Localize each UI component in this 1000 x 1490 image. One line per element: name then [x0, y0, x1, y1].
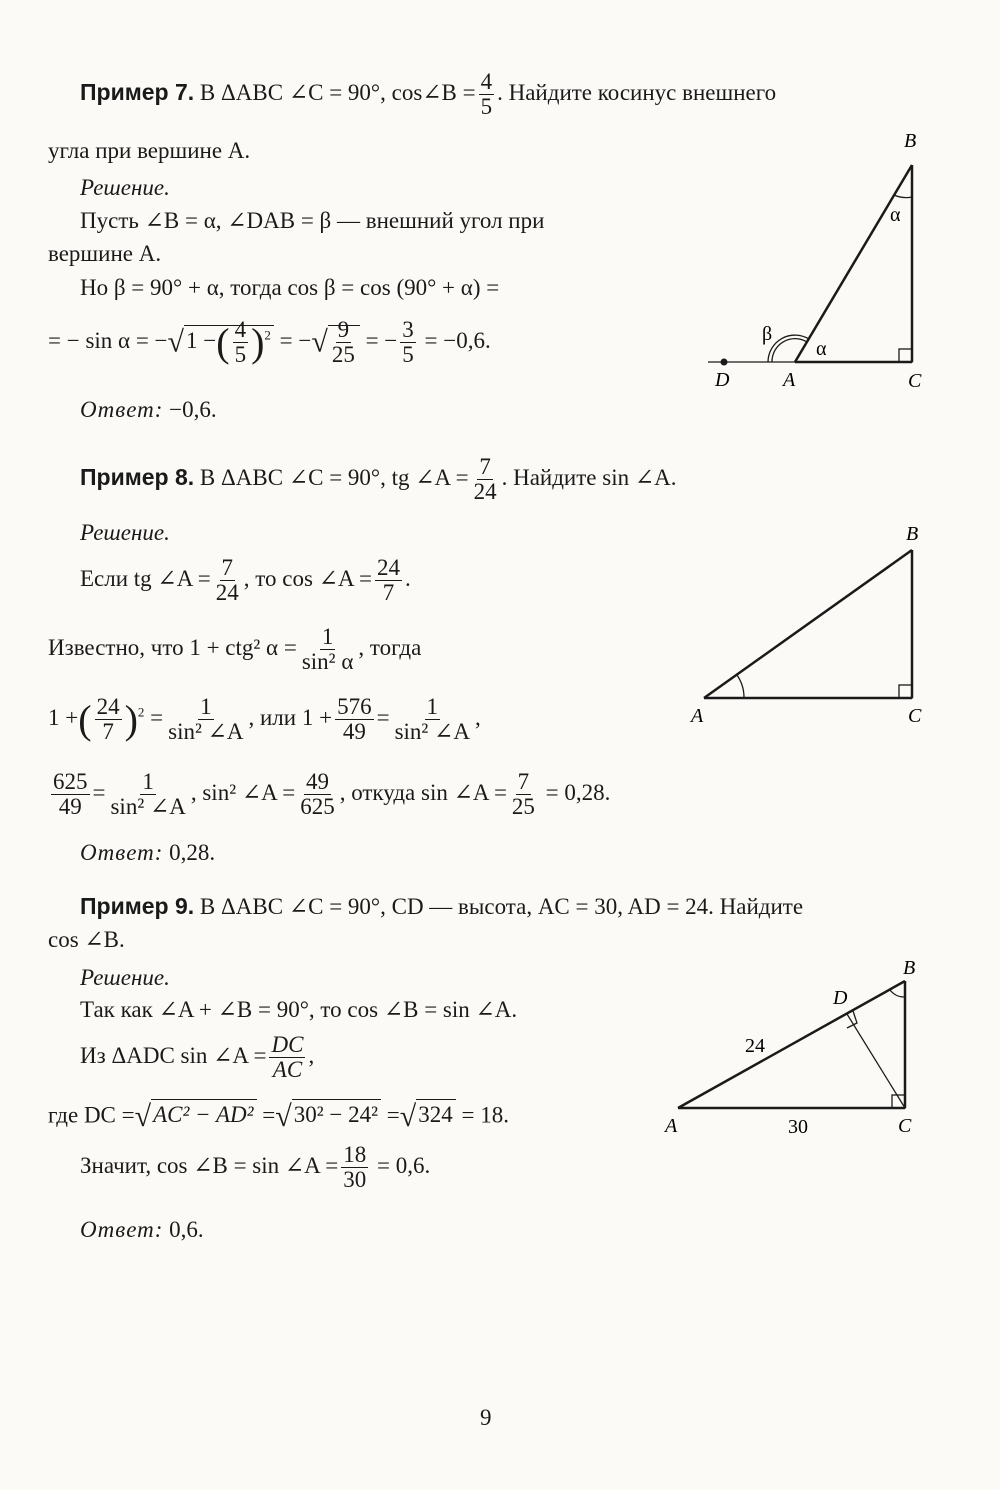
ex7-line1: Пусть ∠B = α, ∠DAB = β — внешний угол при	[80, 208, 545, 233]
ex9-answer: Ответ: 0,6.	[80, 1217, 204, 1242]
ex9-figure	[660, 955, 930, 1140]
ex8-line4: $\frac{625}{49}$ = $\frac{1}{\text{sin² ∠A}}$ , sin² ∠A = $\frac{49}{625}$ , откуда sin ∠A = $\frac{7}{25}$ = 0,28.	[53, 769, 611, 820]
ex7-cond-a: В ΔABC ∠C = 90°, cos∠B =	[199, 79, 476, 105]
ex8-title: Пример 8.	[80, 463, 195, 490]
ex7-label-alpha-bottom: α	[816, 338, 827, 360]
ex9-line2: Из ΔADC sin ∠A = $\frac{DC}{AC}$ ,	[80, 1032, 315, 1083]
ex7-label-a: A	[783, 369, 796, 391]
ex7-line3: Но β = 90° + α, тогда cos β = cos (90° + α) =	[80, 275, 500, 300]
ex8-condition: Пример 8. В ΔABC ∠C = 90°, tg ∠A = $\frac{7}{24}$ . Найдите sin ∠A.	[80, 454, 677, 505]
ex8-figure	[680, 518, 940, 730]
ex9-label-a: A	[665, 1115, 678, 1137]
ex9-label-ac: 30	[788, 1116, 808, 1138]
ex9-line3: где DC =√AC² − AD² =√30² − 24² =√324 = 18.	[48, 1100, 509, 1133]
ex7-label-d: D	[715, 369, 730, 391]
ex7-point-d-dot	[721, 359, 728, 366]
ex8-line2: Известно, что 1 + ctg² α = $\frac{1}{\text{sin² α}}$ , тогда	[48, 624, 422, 675]
ex7-cond-frac: $\frac{4}{5}$	[480, 69, 493, 120]
ex7-line4: = − sin α = −√1 −( $\frac{4}{5}$ )$^2$ = −√ $\frac{9}{25}$ = − $\frac{3}{5}$ = −0,6.	[48, 317, 491, 368]
ex7-solution-label: Решение.	[80, 175, 170, 200]
page-number: 9	[480, 1405, 492, 1430]
ex7-radical: 1 −( $\frac{4}{5}$ )$^2$	[184, 325, 274, 353]
ex7-answer: Ответ: −0,6.	[80, 397, 217, 422]
ex8-solution-label: Решение.	[80, 520, 170, 545]
ex7-label-b: B	[904, 130, 917, 152]
ex9-label-b: B	[903, 957, 916, 979]
ex7-cond-c: угла при вершине A.	[48, 138, 251, 163]
ex7-condition	[80, 70, 776, 119]
ex7-label-beta: β	[762, 323, 773, 345]
ex9-cond-b: cos ∠B.	[48, 927, 125, 952]
ex7-label-alpha-top: α	[890, 204, 901, 226]
ex7-line2: вершине A.	[48, 241, 162, 266]
ex7-figure	[700, 125, 940, 400]
ex8-label-c: C	[908, 705, 922, 727]
ex9-condition: Пример 9. В ΔABC ∠C = 90°, CD — высота, AC = 30, AD = 24. Найдите	[80, 893, 804, 919]
ex9-line1: Так как ∠A + ∠B = 90°, то cos ∠B = sin ∠A.	[80, 997, 518, 1022]
ex8-line3: 1 +( $\frac{24}{7}$ )$^2$ = $\frac{1}{\text{sin² ∠A}}$ , или 1 + $\frac{576}{49}$ = $\frac{1}{\text{sin² ∠A}}$ ,	[48, 694, 481, 745]
ex8-line1: Если tg ∠A = $\frac{7}{24}$ , то cos ∠A = $\frac{24}{7}$ .	[80, 555, 411, 606]
ex7-title: Пример 7.	[80, 78, 195, 105]
ex8-label-a: A	[691, 705, 704, 727]
ex9-label-d: D	[833, 987, 848, 1009]
ex8-answer: Ответ: 0,28.	[80, 840, 216, 865]
ex9-solution-label: Решение.	[80, 965, 170, 990]
ex9-label-c: C	[898, 1115, 912, 1137]
ex9-title: Пример 9.	[80, 893, 195, 919]
ex7-cond-b: . Найдите косинус внешнего	[497, 79, 777, 105]
ex8-label-b: B	[906, 523, 919, 545]
ex7-label-c: C	[908, 370, 922, 392]
ex9-line4: Значит, cos ∠B = sin ∠A = $\frac{18}{30}$ = 0,6.	[80, 1142, 431, 1193]
ex9-label-ad: 24	[745, 1035, 765, 1057]
